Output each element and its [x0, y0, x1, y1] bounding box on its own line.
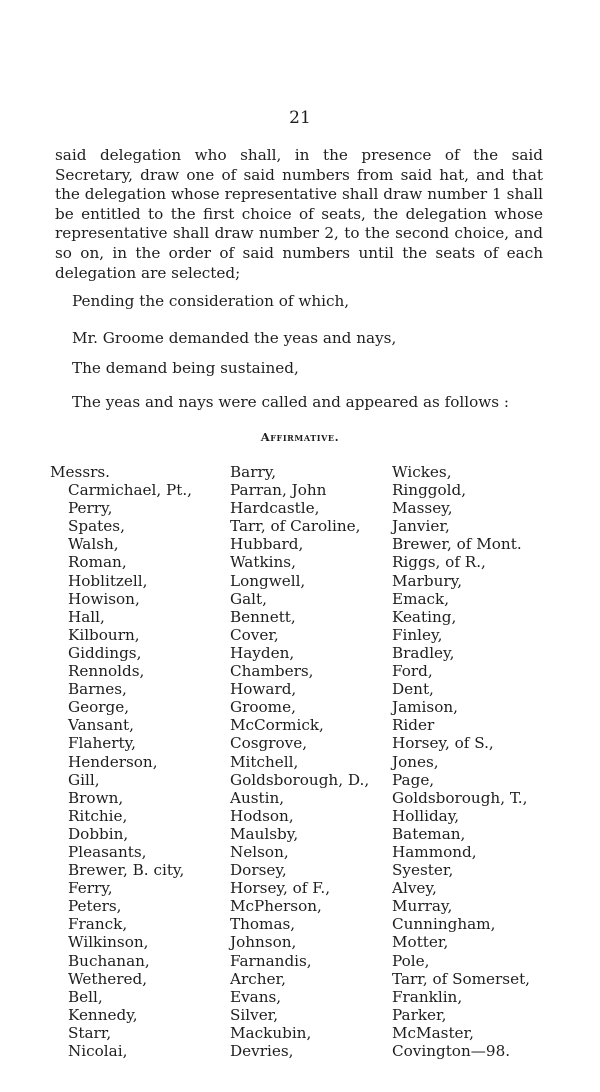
member-name: Holliday, [392, 806, 460, 825]
member-name: Nelson, [230, 842, 289, 861]
messrs-label: Messrs. [50, 463, 111, 481]
member-name: Mackubin, [230, 1023, 312, 1042]
member-name: Carmichael, Pt., [68, 481, 193, 500]
member-name: Brown, [68, 788, 124, 807]
member-name: Pole, [392, 951, 430, 970]
member-name: Roman, [68, 553, 127, 572]
member-name: Keating, [392, 607, 457, 626]
member-name: Finley, [392, 625, 443, 644]
member-name: Peters, [68, 897, 122, 916]
member-name: Bateman, [392, 824, 466, 843]
member-name: Alvey, [392, 879, 437, 898]
member-name: Dobbin, [68, 824, 129, 843]
member-name: Spates, [68, 517, 125, 536]
member-name: Groome, [230, 698, 296, 717]
member-name: Franklin, [392, 987, 463, 1006]
member-name: Maulsby, [230, 824, 299, 843]
member-name: Rider [392, 716, 435, 735]
member-name: Page, [392, 770, 435, 789]
member-name: Howison, [68, 589, 140, 608]
member-name: McPherson, [230, 897, 322, 916]
member-name: Devries, [230, 1042, 294, 1060]
member-name: Evans, [230, 987, 282, 1006]
member-name: Syester, [392, 861, 454, 880]
name-column-3 [392, 463, 530, 1060]
member-name: Flaherty, [68, 734, 136, 753]
member-name: Horsey, of F., [230, 879, 331, 898]
affirmative-heading: Affirmative. [260, 430, 340, 444]
member-name: Hall, [68, 607, 105, 626]
continued-paragraph: said delegation who shall, in the presence of the said Secretary, draw one of said numbers from said hat, and that the delegation whose representative shall draw number 1 shall be entitled to the first choice of seats, the delegation whose representative shall draw number 2, to the second choice, and so on, in the order of said numbers until the seats of each delegation are selected; [55, 146, 543, 282]
member-name: Bell, [68, 987, 103, 1006]
member-name: Rennolds, [68, 662, 145, 681]
member-name: Longwell, [230, 571, 306, 590]
member-name: Barnes, [68, 680, 127, 699]
member-name: McCormick, [230, 716, 324, 735]
yeas-nays-line: The yeas and nays were called and appeared as follows : [72, 393, 510, 411]
member-name: Starr, [68, 1023, 112, 1042]
member-name: Cunningham, [392, 915, 496, 934]
member-name: Barry, [230, 463, 277, 481]
member-name: Wethered, [68, 969, 148, 988]
name-column-1 [50, 463, 192, 1060]
member-name: Hayden, [230, 643, 295, 662]
member-name: Nicolai, [68, 1042, 128, 1060]
member-name: Hodson, [230, 806, 294, 825]
member-name: Archer, [230, 969, 286, 988]
member-name: George, [68, 698, 130, 717]
member-name: Bennett, [230, 607, 296, 626]
member-name: Perry, [68, 499, 113, 518]
member-name: Motter, [392, 933, 449, 952]
member-name: Goldsborough, T., [392, 788, 528, 807]
member-name: Mitchell, [230, 752, 299, 771]
member-name: Dorsey, [230, 861, 287, 880]
member-name: Parker, [392, 1005, 447, 1024]
member-name: Hubbard, [230, 535, 304, 554]
member-name: Tarr, of Somerset, [392, 969, 531, 988]
member-name: Wilkinson, [68, 933, 149, 952]
member-name: Emack, [392, 589, 450, 608]
member-name: Hammond, [392, 842, 477, 861]
member-name: Brewer, B. city, [68, 861, 185, 880]
member-name: Massey, [392, 499, 453, 518]
member-name: Murray, [392, 897, 453, 916]
member-name: Bradley, [392, 643, 455, 662]
member-name: Ringgold, [392, 481, 467, 500]
member-name: Pleasants, [68, 842, 147, 861]
member-name: Hardcastle, [230, 499, 320, 518]
pending-line: Pending the consideration of which, [72, 292, 350, 310]
member-name: Ferry, [68, 879, 113, 898]
member-name: Horsey, of S., [392, 734, 494, 753]
page-number: 21 [289, 108, 311, 128]
member-name: Henderson, [68, 752, 158, 771]
name-column-2 [230, 463, 369, 1060]
member-name: Galt, [230, 589, 267, 608]
member-name: Ford, [392, 662, 433, 681]
member-name: Walsh, [68, 535, 119, 554]
demand-line: Mr. Groome demanded the yeas and nays, [72, 329, 397, 347]
member-name: Thomas, [230, 915, 296, 934]
member-name: Giddings, [68, 643, 142, 662]
member-name: Franck, [68, 915, 128, 934]
member-name: Gill, [68, 770, 100, 789]
member-name: Jamison, [392, 698, 458, 717]
member-name: Riggs, of R., [392, 553, 486, 572]
member-name: Jones, [392, 752, 439, 771]
member-name: Wickes, [392, 463, 452, 481]
member-name: Cosgrove, [230, 734, 308, 753]
sustained-line: The demand being sustained, [72, 359, 299, 377]
member-name: Brewer, of Mont. [392, 535, 522, 554]
member-name: Cover, [230, 625, 279, 644]
member-name: Austin, [230, 788, 285, 807]
member-name: Ritchie, [68, 806, 128, 825]
member-name: Parran, John [230, 481, 327, 500]
member-name: Chambers, [230, 662, 314, 681]
member-name: Vansant, [68, 716, 134, 735]
member-name: Howard, [230, 680, 297, 699]
member-name: Marbury, [392, 571, 463, 590]
member-name: Goldsborough, D., [230, 770, 370, 789]
member-name: Dent, [392, 680, 434, 699]
member-name: Janvier, [392, 517, 450, 536]
member-name: McMaster, [392, 1023, 474, 1042]
member-name: Covington—98. [392, 1042, 511, 1060]
member-name: Silver, [230, 1005, 279, 1024]
member-name: Buchanan, [68, 951, 150, 970]
member-name: Kennedy, [68, 1005, 138, 1024]
member-name: Johnson, [230, 933, 297, 952]
member-name: Farnandis, [230, 951, 312, 970]
member-name: Watkins, [230, 553, 296, 572]
member-name: Hoblitzell, [68, 571, 148, 590]
member-name: Kilbourn, [68, 625, 140, 644]
member-name: Tarr, of Caroline, [230, 517, 361, 536]
